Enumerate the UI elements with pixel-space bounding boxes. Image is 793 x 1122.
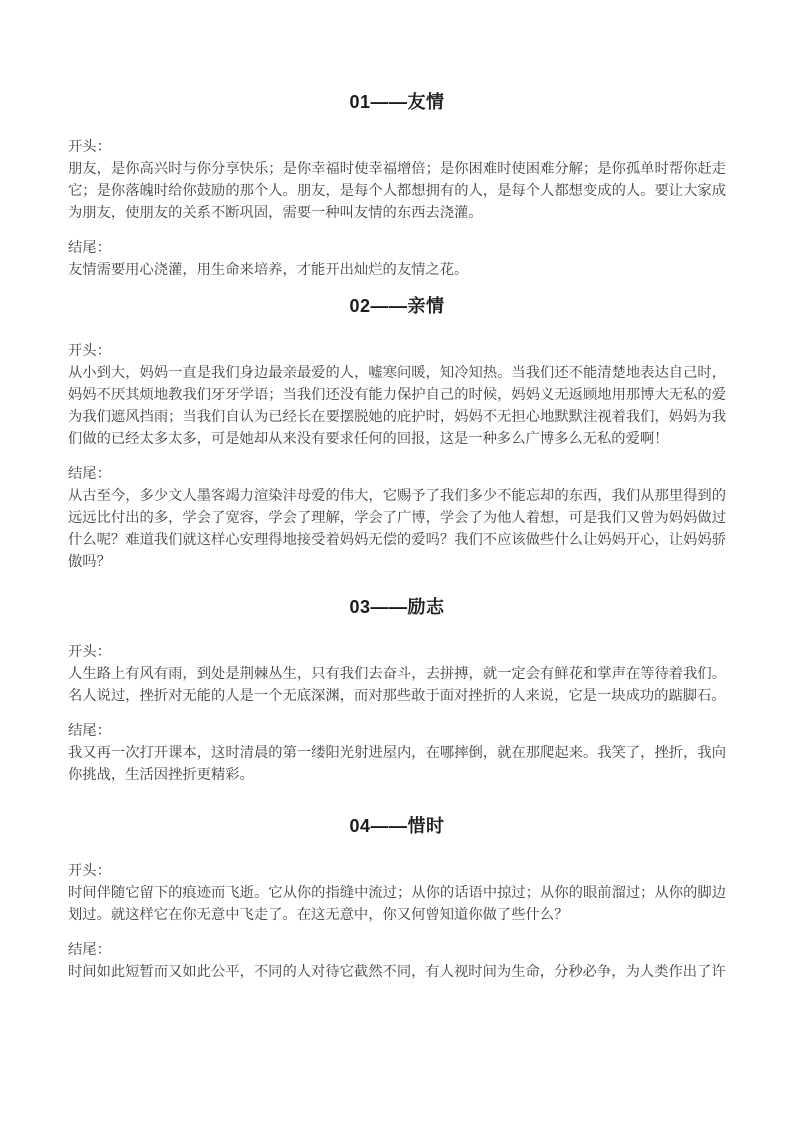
opening-block [68,860,726,926]
closing-text: 友情需要用心浇灌，用生命来培养，才能开出灿烂的友情之花。 [68,262,469,278]
section-04-cherish-time [68,814,726,983]
opening-label: 开头： [68,139,111,155]
section-title: 01——友情 [349,92,445,112]
opening-label: 开头： [68,863,111,879]
closing-block [68,720,726,786]
section-01-friendship [68,90,726,281]
opening-label: 开头： [68,644,111,660]
opening-block [68,340,726,450]
section-title: 04——惜时 [349,816,445,836]
opening-block [68,136,726,224]
closing-block [68,463,726,573]
section-title: 02——亲情 [349,296,445,316]
opening-block [68,641,726,707]
closing-text: 从古至今，多少文人墨客竭力渲染沣母爱的伟大，它赐予了我们多少不能忘却的东西，我们从那里得到的远远比付出的多，学会了宽容，学会了理解，学会了广博，学会了为他人着想，可是我们又曾为妈妈做过什么呢？难道我们就这样心安理得地接受着妈妈无偿的爱吗？我们不应该做些什么让妈妈开心，让妈妈骄傲吗？ [68,488,726,570]
section-03-inspiration [68,595,726,786]
section-title: 03——励志 [349,597,445,617]
opening-text: 时间伴随它留下的痕迹而飞逝。它从你的指缝中流过；从你的话语中掠过；从你的眼前溜过；从你的脚边划过。就这样它在你无意中飞走了。在这无意中，你又何曾知道你做了些什么？ [68,885,726,923]
closing-label: 结尾： [68,466,111,482]
opening-text: 从小到大，妈妈一直是我们身边最亲最爱的人，嘘寒问暖，知冷知热。当我们还不能清楚地表达自己时，妈妈不厌其烦地教我们牙牙学语；当我们还没有能力保护自己的时候，妈妈义无返顾地用那博大无私的爱为我们遮风挡雨；当我们自认为已经长在要摆脱她的庇护时，妈妈不无担心地默默注视着我们，妈妈为我们做的已经太多太多，可是她却从来没有要求任何的回报，这是一种多么广博多么无私的爱啊！ [68,365,726,447]
closing-label: 结尾： [68,942,111,958]
closing-label: 结尾： [68,723,111,739]
closing-text: 时间如此短暂而又如此公平，不同的人对待它截然不同，有人视时间为生命，分秒必争，为人类作出了许 [68,964,726,980]
closing-block [68,237,726,281]
opening-text: 朋友，是你高兴时与你分享快乐；是你幸福时使幸福增倍；是你困难时使困难分解；是你孤单时帮你赶走它；是你落魄时给你鼓励的那个人。朋友，是每个人都想拥有的人，是每个人都想变成的人。要让大家成为朋友，使朋友的关系不断巩固，需要一种叫友情的东西去浇灌。 [68,161,726,221]
opening-text: 人生路上有风有雨，到处是荆棘丛生，只有我们去奋斗，去拼搏，就一定会有鲜花和掌声在等待着我们。名人说过，挫折对无能的人是一个无底深渊，而对那些敢于面对挫折的人来说，它是一块成功的踮脚石。 [68,666,726,704]
section-02-family-love [68,294,726,573]
closing-block [68,939,726,983]
opening-label: 开头： [68,343,111,359]
closing-label: 结尾： [68,240,111,256]
closing-text: 我又再一次打开课本，这时清晨的第一缕阳光射进屋内，在哪摔倒，就在那爬起来。我笑了，挫折，我向你挑战，生活因挫折更精彩。 [68,745,726,783]
